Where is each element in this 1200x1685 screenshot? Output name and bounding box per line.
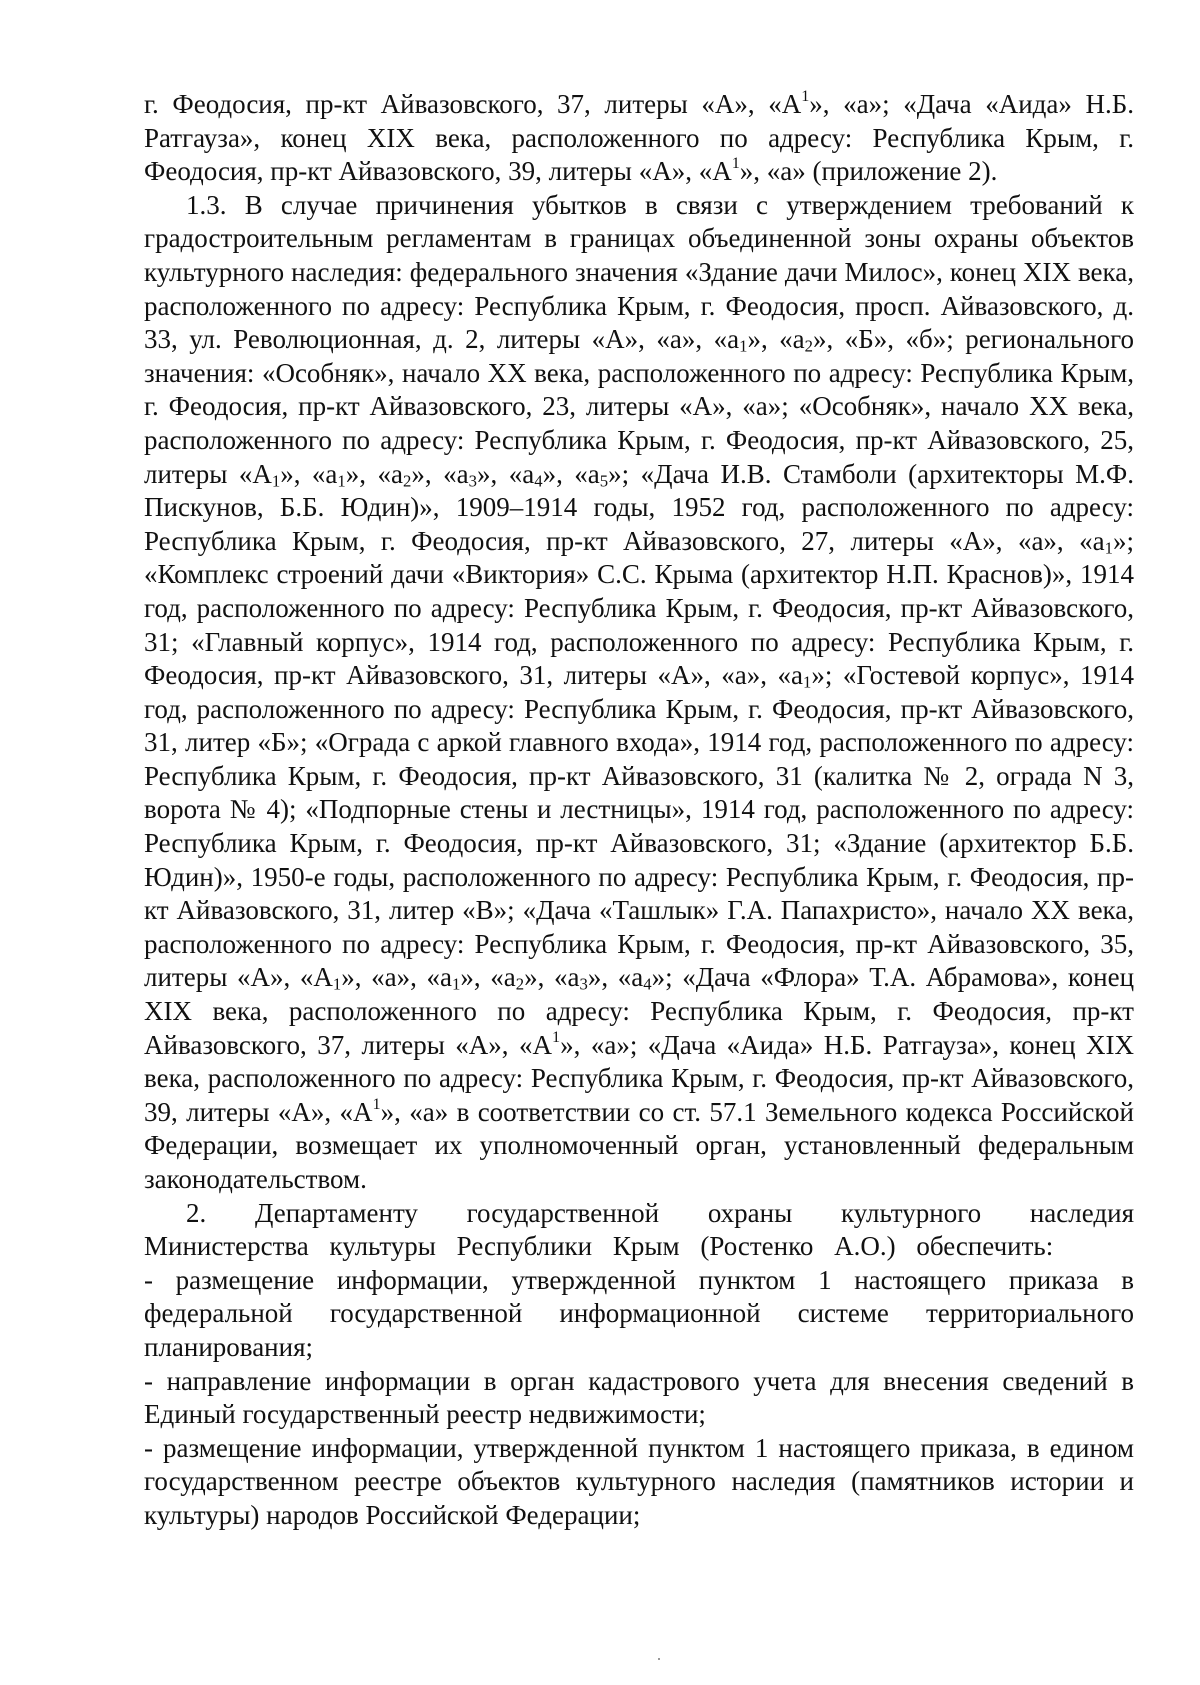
text-run: », «а» в соответствии со ст. 57.1 Земельного кодекса Российской Федерации, возмещает их уполномоченный орган, установленный федеральным законодательством. [144, 1096, 1134, 1194]
text-run: 2. Департаменту государственной охраны культурного наследия Министерства культуры Республики Крым (Ростенко А.О.) обеспечить: [144, 1197, 1134, 1262]
text-run: »; «Дача И.В. Стамболи (архитекторы М.Ф. Пискунов, Б.Б. Юдин)», 1909–1914 годы, 1952 год, расположенного по адресу: Республика Крым, г. Феодосия, пр-кт Айвазовского, 27, литеры «А», «а», «а [144, 458, 1135, 556]
paragraph-2 [144, 1197, 1134, 1264]
scan-speck [658, 1658, 660, 1660]
subscript: 4 [643, 974, 652, 994]
list-item-dash-2 [144, 1365, 1134, 1432]
subscript: 2 [515, 974, 525, 994]
text-run: », «а [587, 962, 644, 993]
text-run: », «а [345, 458, 404, 489]
subscript: 1 [802, 672, 812, 692]
paragraph-continuation [144, 88, 1134, 189]
superscript: 1 [801, 86, 810, 105]
text-run: »; «Дача «Флора» Т.А. Абрамова», конец XIX века, расположенного по адресу: Республика Крым, г. Феодосия, пр-кт Айвазовского, 37, литеры «А», «А [144, 962, 1135, 1060]
list-item-dash-1 [144, 1264, 1134, 1365]
subscript: 2 [804, 336, 814, 356]
text-run: », «Б», «б»; регионального значения: «Особняк», начало XX века, расположенного по адресу: Республика Крым, г. Феодосия, пр-кт Айвазовского, 23, литеры «А», «а»; «Особняк», начало XX века, расположенного по адресу: Республика Крым, г. Феодосия, пр-кт Айвазовского, 25, литеры «А [144, 324, 1135, 489]
superscript: 1 [372, 1094, 381, 1113]
text-run: »; «Комплекс строений дачи «Виктория» С.С. Крыма (архитектор Н.П. Краснов)», 1914 год, расположенного по адресу: Республика Крым, г. Феодосия, пр-кт Айвазовского, 31; «Главный корпус», 1914 год, расположенного по адресу: Республика Крым, г. Феодосия, пр-кт Айвазовского, 31, литеры «А», «а», «а [144, 525, 1134, 691]
text-run: г. Феодосия, пр-кт Айвазовского, 37, литеры «А», «А [144, 89, 802, 119]
text-run: - направление информации в орган кадастрового учета для внесения сведений в Единый государственный реестр недвижимости; [144, 1365, 1134, 1430]
subscript: 1 [739, 336, 748, 356]
text-run: - размещение информации, утвержденной пунктом 1 настоящего приказа в федеральной государственной информационной системе территориального планирования; [144, 1264, 1134, 1362]
subscript: 1 [337, 470, 346, 490]
text-run: », «а», «а [341, 962, 452, 993]
subscript: 1 [451, 974, 461, 994]
text-run: », «а [542, 458, 600, 489]
text-run: - размещение информации, утвержденной пунктом 1 настоящего приказа, в едином государственном реестре объектов культурного наследия (памятников истории и культуры) народов Российской Федерации; [144, 1432, 1134, 1530]
text-run: », «а»; «Дача «Аида» Н.Б. Ратгауза», конец XIX века, расположенного по адресу: Республика Крым, г. Феодосия, пр-кт Айвазовского, 39, литеры «А», «А [144, 89, 1134, 187]
paragraph-1-3 [144, 189, 1134, 1197]
text-run: », «а»; «Дача «Аида» Н.Б. Ратгауза», конец XIX века, расположенного по адресу: Республика Крым, г. Феодосия, пр-кт Айвазовского, 39, литеры «А», «А [144, 1029, 1134, 1127]
subscript: 1 [1104, 538, 1113, 558]
text-run: », «а [411, 458, 469, 489]
text-run: », «а [460, 962, 516, 993]
text-run: », «а [280, 458, 338, 489]
subscript: 3 [579, 974, 588, 994]
subscript: 1 [332, 974, 342, 994]
subscript: 4 [534, 470, 543, 490]
superscript: 1 [552, 1027, 561, 1046]
subscript: 3 [468, 470, 477, 490]
subscript: 2 [403, 470, 412, 490]
document-page [144, 88, 1134, 1533]
text-run: », «а [747, 324, 805, 355]
text-run: », «а» (приложение 2). [739, 156, 998, 187]
text-run: »; «Гостевой корпус», 1914 год, расположенного по адресу: Республика Крым, г. Феодосия, пр-кт Айвазовского, 31, литер «Б»; «Ограда с аркой главного входа», 1914 год, расположенного по адресу: Республика Крым, г. Феодосия, пр-кт Айвазовского, 31 (калитка № 2, ограда N 3, ворота № 4); «Подпорные стены и лестницы», 1914 год, расположенного по адресу: Республика Крым, г. Феодосия, пр-кт Айвазовского, 31; «Здание (архитектор Б.Б. Юдин)», 1950-е годы, расположенного по адресу: Республика Крым, г. Феодосия, пр-кт Айвазовского, 31, литер «В»; «Дача «Ташлык» Г.А. Папахристо», начало XX века, расположенного по адресу: Республика Крым, г. Феодосия, пр-кт Айвазовского, 35, литеры «А», «А [144, 660, 1135, 993]
text-run: », «а [476, 458, 535, 489]
text-run: », «а [524, 962, 580, 993]
subscript: 5 [599, 470, 609, 490]
subscript: 1 [271, 470, 281, 490]
superscript: 1 [731, 154, 740, 173]
list-item-dash-3 [144, 1432, 1134, 1533]
text-run: 1.3. В случае причинения убытков в связи с утверждением требований к градостроительным регламентам в границах объединенной зоны охраны объектов культурного наследия: федерального значения «Здание дачи Милос», конец XIX века, расположенного по адресу: Республика Крым, г. Феодосия, просп. Айвазовского, д. 33, ул. Революционная, д. 2, литеры «А», «а», «а [144, 189, 1134, 355]
